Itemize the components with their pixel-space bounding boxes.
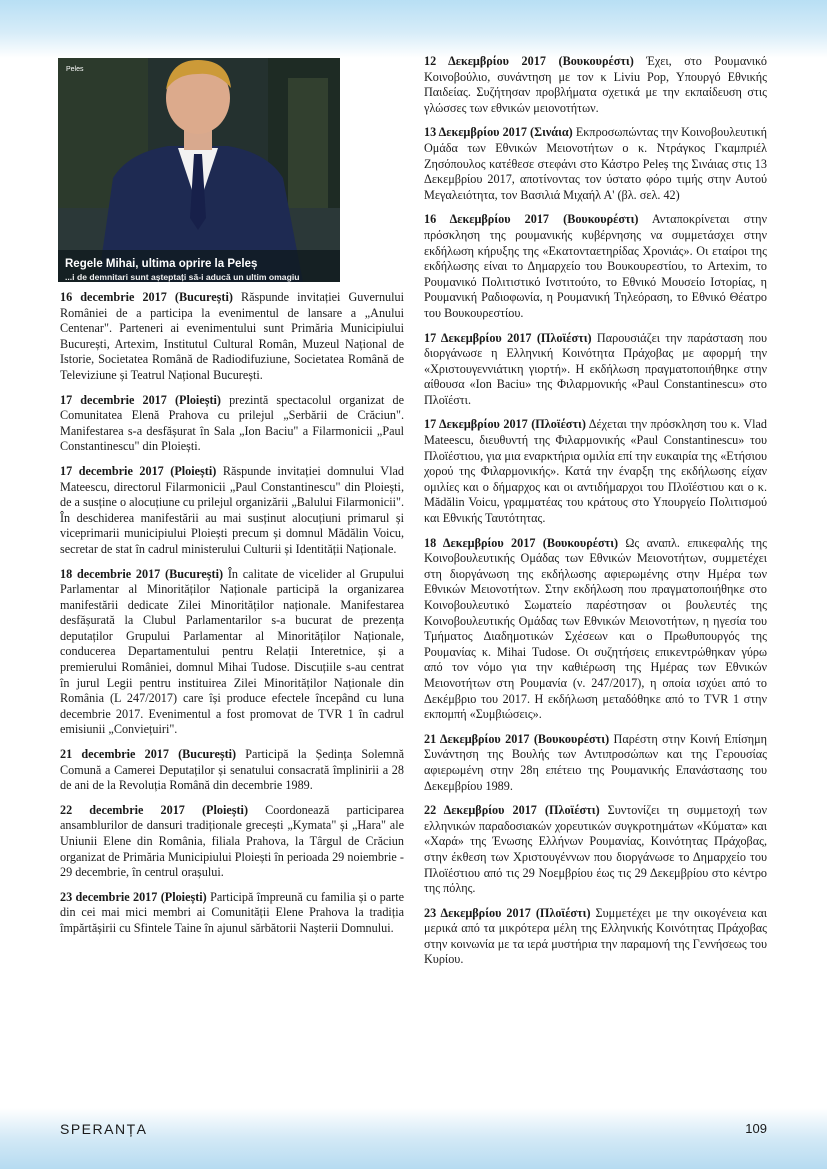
entry bbox=[424, 125, 767, 203]
entry-text: Έχει, στο Ρουμανικό Κοινοβούλιο, συνάντηση με τον κ Liviu Pop, Υπουργό Εθνικής Παιδείας. Συζήτησαν προβλήματα σχετικά με την εκπαίδευση στις γλώσσες των εθνικών μειονοτήτων. bbox=[424, 54, 767, 115]
entry-text: Δέχεται την πρόσκληση του κ. Vlad Mateescu, διευθυντή της Φιλαρμονικής «Paul Constantinescu» του Πλοϊέστιου, για μια εναρκτήρια ομιλία επί την ευκαιρία της «Ετήσιου χορού της Φιλαρμονικής». Κατά την έναρξη της εκδήλωσης είχαν ομιλίες και ο δήμαρχος και οι αντιδήμαρχοι του Πλοϊέστιου και ο κ. Mădălin Voicu, γραμματέας του κράτους στο Υπουργείο Πολιτισμού και Εθνικής Ταυτότητας. bbox=[424, 417, 768, 526]
photo-caption-subtitle: ...i de demnitari sunt așteptați să-i aducă un ultim omagiu bbox=[65, 272, 300, 282]
footer-decorative-band bbox=[0, 1108, 827, 1169]
entry bbox=[60, 567, 404, 739]
entry-text: Συμμετέχει με την οικογένεια και μερικά από τα μικρότερα μέλη της Ελληνικής Κοινότητας Πράχοβας στην κοινωνία με τα ιερά μυστήρια την παραμονή της Γεννήσεως του Κυρίου. bbox=[424, 905, 768, 967]
entry-text: Răspunde invitației domnului Vlad Mateescu, directorul Filarmonicii „Paul Constantinescu" din Ploiești, de a susține o alocuțiune cu prilejul organizării „Balului Filarmonicii". În deschiderea manifestării au mai susținut alocuțiuni primarul și viceprimarii municipiului Ploiești precum și domnul Mădălin Voicu, secretar de stat în cadrul ministerului Culturii și Identității Naționale. bbox=[60, 463, 404, 556]
entry-date: 16 decembrie 2017 (București) bbox=[60, 290, 233, 304]
entry-text: Συντονίζει τη συμμετοχή των ελληνικών παραδοσιακών χορευτικών συγκροτημάτων «Κύματα» και «Χαρά» της Ένωσης Ελλήνων Ρουμανίας, Κοινότητας Πράχοβας, στην έκθεση των Χριστουγέννων που διοργάνωσε το Δημαρχείο του Πλοϊέστιου από τις 29 Νοεμβρίου έως τις 29 Δεκεμβρίου στο κέντρο της πόλης. bbox=[424, 803, 767, 896]
entry-date: 22 decembrie 2017 (Ploiești) bbox=[60, 802, 249, 817]
entry bbox=[424, 417, 767, 526]
entry-text: În calitate de vicelider al Grupului Parlamentar al Minorităților Naționale participă la organizarea manifestării dedicate Zilei Minorităților naționale. Manifestarea desfășurată la Clubul Parlamentarilor s-a bucurat de prezența deputaților Grupului Parlamentar al Minorităților Naționale, conducerea Departamentului pentru Relații Interetnice, și a premierului României, domnul Mihai Tudose. Discuțiile s-au centrat în jurul Legii pentru instituirea Zilei Minorităților Naționale din România (L 247/2017) care își produce efectele începând cu luna decembrie 2017. Evenimentul a fost promovat de TVR 1 în cadrul emisiunii „Conviețuiri". bbox=[60, 566, 404, 737]
photo-caption-title: Regele Mihai, ultima oprire la Peleș bbox=[65, 258, 258, 270]
news-photo bbox=[58, 58, 340, 282]
entry-date: 23 Δεκεμβρίου 2017 (Πλοϊέστι) bbox=[424, 905, 591, 920]
entry bbox=[424, 803, 767, 897]
entry bbox=[424, 212, 767, 321]
photo-illustration bbox=[58, 58, 340, 282]
entry-date: 17 decembrie 2017 (Ploiești) bbox=[60, 392, 221, 407]
entry-text: prezintă spectacolul organizat de Comunitatea Elenă Prahova cu prilejul „Serbării de Crăciun". Manifestarea s-a desfășurat în Sala „Ion Baciu" a Filarmonicii „Paul Constantinescu" din Ploiești. bbox=[60, 392, 404, 454]
entry-date: 23 decembrie 2017 (Ploiești) bbox=[60, 889, 207, 904]
entry bbox=[424, 54, 767, 116]
entry bbox=[424, 732, 767, 794]
entry-date: 17 decembrie 2017 (Ploiești) bbox=[60, 463, 217, 478]
entry bbox=[60, 290, 404, 384]
entry bbox=[424, 536, 767, 723]
entry-date: 17 Δεκεμβρίου 2017 (Πλοϊέστι) bbox=[424, 330, 592, 345]
entry-date: 17 Δεκεμβρίου 2017 (Πλοϊέστι) bbox=[424, 417, 586, 432]
entry-date: 18 Δεκεμβρίου 2017 (Βουκουρέστι) bbox=[424, 535, 619, 550]
entry-date: 21 decembrie 2017 (București) bbox=[60, 747, 237, 762]
photo-tag: Peles bbox=[66, 66, 84, 73]
romanian-column bbox=[60, 290, 404, 946]
entry-date: 13 Δεκεμβρίου 2017 (Σινάια) bbox=[424, 125, 573, 140]
entry bbox=[60, 890, 404, 937]
greek-column bbox=[424, 54, 767, 977]
entry-text: Răspunde invitației Guvernului României de a participa la evenimentul de lansare a „Anului Centenar". Parteneri ai evenimentului sunt Primăria Municipiului București, Artexim, Institutul Cultural Român, Muzeul Național de Istorie, Societatea Română de Radiodifuziune, Societatea Română de Televiziune și Teatrul Național București. bbox=[60, 290, 405, 382]
page-number: 109 bbox=[745, 1121, 767, 1136]
entry-text: Participă împreună cu familia și o parte din cei mai mici membri ai Comunității Elene Prahova la tradiția împărtășirii cu Sfintele Taine în ajunul sărbătorii Nașterii Domnului. bbox=[60, 889, 404, 935]
entry bbox=[424, 331, 767, 409]
header-decorative-band bbox=[0, 0, 827, 58]
entry-date: 22 Δεκεμβρίου 2017 (Πλοϊέστι) bbox=[424, 803, 600, 818]
entry-date: 12 Δεκεμβρίου 2017 (Βουκουρέστι) bbox=[424, 54, 634, 68]
entry-text: Participă la Ședința Solemnă Comună a Camerei Deputaților și senatului consacrată împlinirii a 28 de ani de la Revoluția Română din decembrie 1989. bbox=[60, 747, 404, 793]
entry bbox=[60, 803, 404, 881]
entry-text: Εκπροσωπώντας την Κοινοβουλευτική Ομάδα των Εθνικών Μειονοτήτων ο κ. Ντράγκος Γκαμπριέλ Ζησόπουλος κατέθεσε στεφάνι στο Κάστρο Peleș της Σινάιας στις 13 Δεκεμβρίου 2017, αποτίνοντας τον ύστατο φόρο τιμής στην Αυτού Μεγαλειότητα, τον Βασιλιά Μιχαήλ Α' (βλ. σελ. 42) bbox=[424, 125, 767, 202]
entry-date: 21 Δεκεμβρίου 2017 (Βουκουρέστι) bbox=[424, 731, 610, 746]
entry bbox=[60, 747, 404, 794]
entry-text: Παρουσιάζει την παράσταση που διοργάνωσε η Ελληνική Κοινότητα Πράχοβας με αφορμή την «Χριστουγεννιάτικη γιορτή». Η εκδήλωση πραγματοποιήθηκε στην αίθουσα «Ion Baciu» της Φιλαρμονικής «Paul Constantinescu» στο Πλοϊέστι. bbox=[424, 330, 767, 407]
entry bbox=[60, 393, 404, 455]
entry-date: 18 decembrie 2017 (București) bbox=[60, 566, 224, 581]
entry-text: Παρέστη στην Κοινή Επίσημη Συνάντηση της Βουλής των Αντιπροσώπων και της Γερουσίας αφιερωμένη στην 28η επέτειο της Ρουμανικής Επανάστασης του Δεκεμβρίου 1989. bbox=[424, 731, 767, 793]
entry bbox=[424, 906, 767, 968]
entry-text: Coordonează participarea ansamblurilor de dansuri tradiționale grecești „Kymata" și „Hara" ale Uniunii Elene din România, filiala Prahova, la Târgul de Crăciun organizat de Primăria Municipiului Ploiești în perioada 29 noiembrie - 29 decembrie, în centrul orașului. bbox=[60, 802, 405, 880]
magazine-title: SPERANȚA bbox=[60, 1121, 148, 1137]
entry bbox=[60, 464, 404, 558]
entry-text: Ως αναπλ. επικεφαλής της Κοινοβουλευτικής Ομάδας των Εθνικών Μειονοτήτων, συμμετέχει στη διοργάνωση της εκδήλωσης αφιερωμένης στην Ημέρα των Εθνικών Μειονοτήτων. Στην εκδήλωση που πραγματοποιήθηκε στο Κοινοβουλευτικό Σωματείο παρέστησαν οι βουλευτές της Κοινοβουλευτικής Ομάδας των Εθνικών Μειονοτήτων, η ηγεσία του Τμήματος Διαδημοτικών Σχέσεων και ο Πρωθυπουργός της Ρουμανίας κ. Mihai Tudose. Οι συζητήσεις επικεντρώθηκαν γύρω από τον νόμο για την καθιέρωση της Ημέρας των Εθνικών Μειονοτήτων στη Ρουμανία (ν. 247/2017), η οποία ισχύει από το Δεκέμβριο του 2017. Η εκδήλωση μεταδόθηκε από το TVR 1 στην εκπομπή «Συμβιώσεις». bbox=[424, 535, 767, 722]
entry-date: 16 Δεκεμβρίου 2017 (Βουκουρέστι) bbox=[424, 212, 639, 227]
entry-text: Ανταποκρίνεται στην πρόσκληση της ρουμανικής κυβέρνησης να συμμετάσχει στην εκδήλωση κήρυξης της «Εκατονταετηρίδας Χρονιάς». Οι εταίροι της εκδήλωσης είναι το Δημαρχείο του Βουκουρεστίου, το Artexim, το Ρουμανικό Πολιτιστικό Ινστιτούτο, το Εθνικό Μουσείο Ιστορίας, η Ρουμανική Ραδιοφωνία, η Ρουμανική Τηλεόραση, το Εθνικό Θέατρο του Βουκουρεστίου. bbox=[424, 212, 767, 320]
